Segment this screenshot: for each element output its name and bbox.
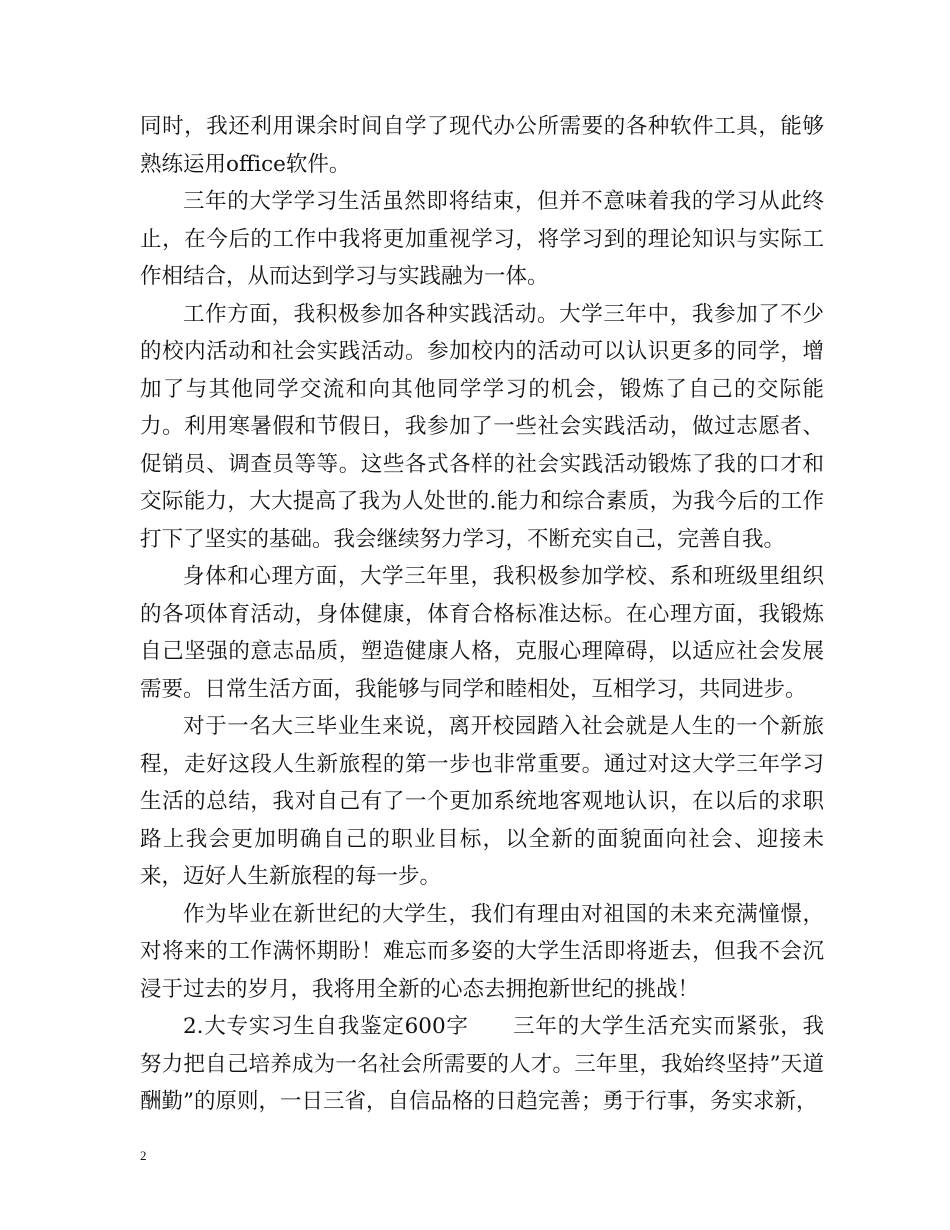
paragraph: 2.大专实习生自我鉴定600字 三年的大学生活充实而紧张，我努力把自己培养成为一名社会所需要的人才。三年里，我始终坚持”天道酬勤”的原则，一日三省，自信品格的日趋完善；勇于行事，务实求新， — [140, 1014, 824, 1114]
paragraph: 工作方面，我积极参加各种实践活动。大学三年中，我参加了不少的校内活动和社会实践活动。参加校内的活动可以认识更多的同学，增加了与其他同学交流和向其他同学学习的机会，锻炼了自己的交际能力。利用寒暑假和节假日，我参加了一些社会实践活动，做过志愿者、促销员、调查员等等。这些各式各样的社会实践活动锻炼了我的口才和交际能力，大大提高了我为人处世的.能力和综合素质，为我今后的工作打下了坚实的基础。我会继续努力学习，不断充实自己，完善自我。 — [140, 301, 824, 552]
paragraph: 身体和心理方面，大学三年里，我积极参加学校、系和班级里组织的各项体育活动，身体健康，体育合格标准达标。在心理方面，我锻炼自己坚强的意志品质，塑造健康人格，克服心理障碍，以适应社会发展需要。日常生活方面，我能够与同学和睦相处，互相学习，共同进步。 — [140, 564, 824, 702]
paragraph-continuation: 同时，我还利用课余时间自学了现代办公所需要的各种软件工具，能够熟练运用office软件。 — [140, 114, 824, 177]
paragraph: 作为毕业在新世纪的大学生，我们有理由对祖国的未来充满憧憬，对将来的工作满怀期盼！难忘而多姿的大学生活即将逝去，但我不会沉浸于过去的岁月，我将用全新的心态去拥抱新世纪的挑战！ — [140, 901, 824, 1002]
paragraph: 三年的大学学习生活虽然即将结束，但并不意味着我的学习从此终止，在今后的工作中我将更加重视学习，将学习到的理论知识与实际工作相结合，从而达到学习与实践融为一体。 — [140, 189, 824, 289]
paragraph: 对于一名大三毕业生来说，离开校园踏入社会就是人生的一个新旅程，走好这段人生新旅程的第一步也非常重要。通过对这大学三年学习生活的总结，我对自己有了一个更加系统地客观地认识，在以后的求职路上我会更加明确自己的职业目标，以全新的面貌面向社会、迎接未来，迈好人生新旅程的每一步。 — [140, 714, 824, 889]
document-body — [140, 108, 824, 1121]
page-number: 2 — [140, 1148, 147, 1163]
